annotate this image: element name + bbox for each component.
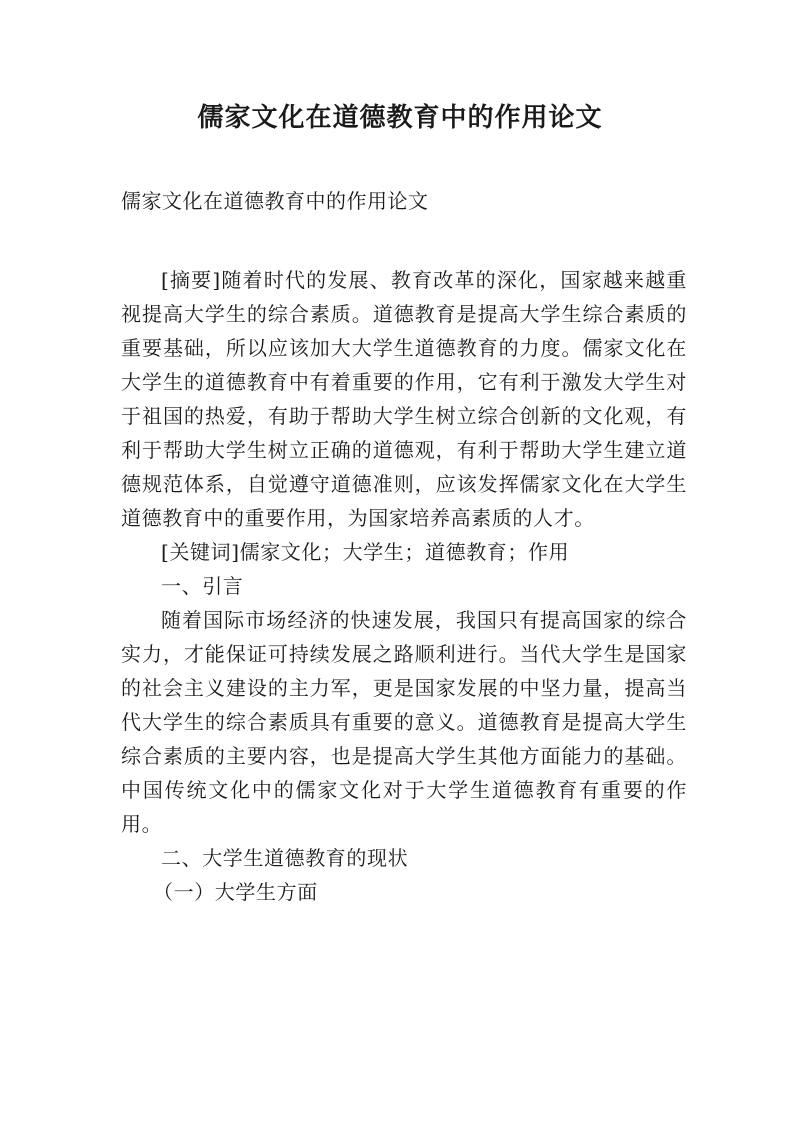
document-title: 儒家文化在道德教育中的作用论文 (197, 103, 603, 133)
section-heading-introduction: 一、引言 (161, 574, 244, 598)
document-subtitle: 儒家文化在道德教育中的作用论文 (121, 189, 429, 213)
keywords-paragraph: [关键词]儒家文化；大学生；道德教育；作用 (161, 540, 570, 564)
document-body (121, 184, 687, 909)
abstract-paragraph: [摘要]随着时代的发展、教育改革的深化，国家越来越重视提高大学生的综合素质。道德教育是提高大学生综合素质的重要基础，所以应该加大大学生道德教育的力度。儒家文化在大学生的道德教育中有着重要的作用，它有利于激发大学生对于祖国的热爱，有助于帮助大学生树立综合创新的文化观，有利于帮助大学生树立正确的道德观，有利于帮助大学生建立道德规范体系，自觉遵守道德准则，应该发挥儒家文化在大学生道德教育中的重要作用，为国家培养高素质的人才。 (121, 268, 687, 530)
subsection-heading-students: （一）大学生方面 (153, 880, 318, 904)
section-heading-status: 二、大学生道德教育的现状 (161, 846, 409, 870)
introduction-paragraph: 随着国际市场经济的快速发展，我国只有提高国家的综合实力，才能保证可持续发展之路顺利进行。当代大学生是国家的社会主义建设的主力军，更是国家发展的中坚力量，提高当代大学生的综合素质具有重要的意义。道德教育是提高大学生综合素质的主要内容，也是提高大学生其他方面能力的基础。中国传统文化中的儒家文化对于大学生道德教育有重要的作用。 (121, 608, 687, 836)
